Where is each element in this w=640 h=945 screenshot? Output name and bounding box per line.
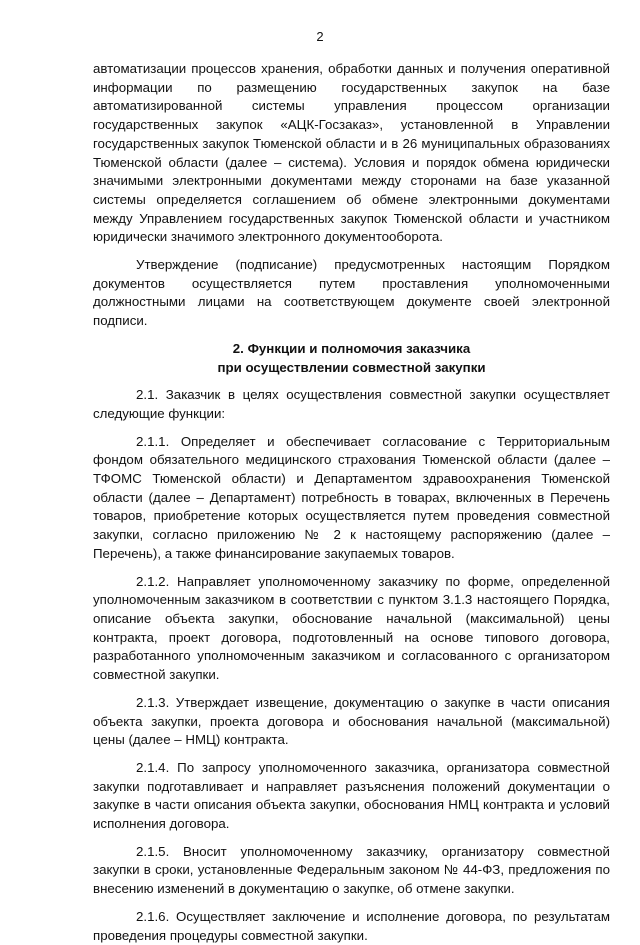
paragraph-2-1-3: 2.1.3. Утверждает извещение, документацию о закупке в части описания объекта закупки, проекта договора и обоснования начальной (максимальной) цены (далее – НМЦ) контракта. bbox=[93, 694, 610, 748]
section-heading-line-1: 2. Функции и полномочия заказчика bbox=[232, 340, 471, 356]
section-heading bbox=[93, 340, 610, 377]
paragraph-2-1-6: 2.1.6. Осуществляет заключение и исполнение договора, по результатам проведения процедуры совместной закупки. bbox=[93, 908, 610, 943]
paragraph-2-1-5: 2.1.5. Вносит уполномоченному заказчику, организатору совместной закупки в сроки, установленные Федеральным законом № 44-ФЗ, предложения по внесению изменений в документацию о закупке, об отмене закупки. bbox=[93, 843, 610, 897]
paragraph-2-1: 2.1. Заказчик в целях осуществления совместной закупки осуществляет следующие функции: bbox=[93, 387, 610, 421]
document-body bbox=[93, 60, 610, 945]
paragraph-signing: Утверждение (подписание) предусмотренных настоящим Порядком документов осуществляется путем проставления уполномоченными должностными лицами на соответствующем документе своей электронной подписи. bbox=[93, 257, 610, 329]
paragraph-2-1-4: 2.1.4. По запросу уполномоченного заказчика, организатора совместной закупки подготавливает и направляет разъяснения положений документации о закупке в части описания объекта закупки, обоснования НМЦ контракта и условий исполнения договора. bbox=[93, 759, 610, 832]
paragraph-continuation: автоматизации процессов хранения, обработки данных и получения оперативной информации по размещению государственных закупок на базе автоматизированной системы управления процессом организации государственных закупок «АЦК-Госзаказ», установленной в Управлении государственных закупок Тюменской области и в 26 муниципальных образованиях Тюменской области (далее – система). Условия и порядок обмена юридически значимыми электронными документами между сторонами на базе указанной системы определяется соглашением об обмене электронными документами между Управлением государственных закупок Тюменской области и участником юридически значимого электронного документооборота. bbox=[93, 61, 610, 245]
paragraph-2-1-2: 2.1.2. Направляет уполномоченному заказчику по форме, определенной уполномоченным заказчиком в соответствии с пунктом 3.1.3 настоящего Порядка, описание объекта закупки, обоснование начальной (максимальной) цены контракта, проект договора, подготовленный на основе типового договора, разработанного уполномоченным заказчиком и согласованного с организатором совместной закупки. bbox=[93, 573, 610, 683]
page-number: 2 bbox=[316, 29, 324, 44]
section-heading-line-2: при осуществлении совместной закупки bbox=[217, 359, 486, 375]
paragraph-2-1-1: 2.1.1. Определяет и обеспечивает согласование с Территориальным фондом обязательного медицинского страхования Тюменской области (далее – ТФОМС Тюменской области) и Департаментом здравоохранения Тюменской области (далее – Департамент) потребность в товарах, включенных в Перечень товаров, приобретение которых осуществляется путем проведения совместной закупки, согласно приложению № 2 к настоящему распоряжению (далее – Перечень), а также финансирование закупаемых товаров. bbox=[93, 433, 610, 561]
